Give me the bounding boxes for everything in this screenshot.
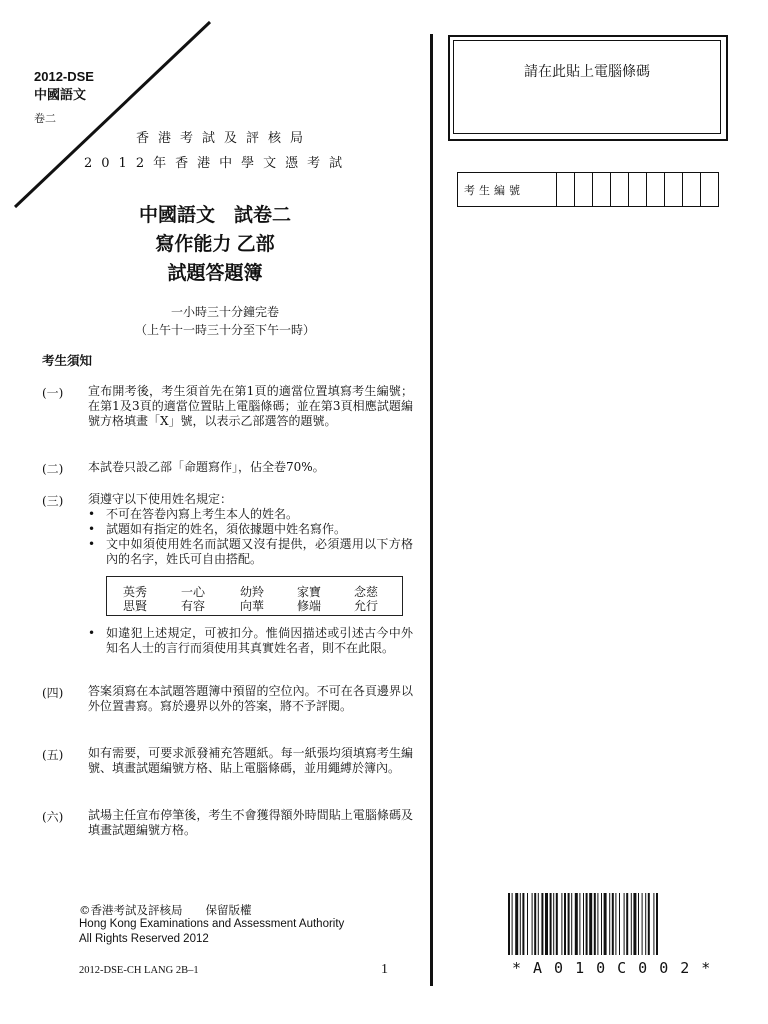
page-number: 1	[381, 962, 388, 977]
allowed-name: 向華	[240, 599, 265, 613]
allowed-name: 英秀	[123, 585, 148, 599]
subject-name: 中國語文	[34, 87, 87, 102]
allowed-name: 允行	[354, 599, 379, 613]
instruction-number: (二)	[42, 462, 64, 476]
footer-code: 2012-DSE-CH LANG 2B–1	[79, 965, 199, 976]
candidate-number-cell[interactable]	[700, 173, 719, 206]
barcode-sticker-area	[448, 35, 728, 141]
vertical-divider	[430, 34, 433, 986]
candidate-number-cell[interactable]	[610, 173, 629, 206]
barcode-sticker-label: 請在此貼上電腦條碼	[524, 64, 650, 80]
allowed-name: 家寶	[297, 585, 322, 599]
booklet-title: 試題答題簿	[167, 263, 263, 284]
allowed-names-box	[106, 576, 403, 616]
instruction-text: 試場主任宣布停筆後，考生不會獲得額外時間貼上電腦條碼及填畫試題編號方格。	[88, 808, 413, 837]
instruction-number: (六)	[42, 810, 64, 824]
instruction-text: 本試卷只設乙部「命題寫作」，佔全卷70%。	[88, 460, 325, 474]
bullet-icon: •	[88, 626, 96, 640]
instruction-number: (一)	[42, 386, 64, 400]
instructions-heading: 考生須知	[42, 353, 93, 368]
copyright-org: Hong Kong Examinations and Assessment Authority	[79, 918, 345, 930]
candidate-number-cell[interactable]	[664, 173, 683, 206]
bullet-icon: •	[88, 522, 96, 536]
exam-name: 2012年香港中學文憑考試	[84, 156, 352, 171]
name-rule-text: 如違犯上述規定，可被扣分。惟倘因描述或引述古今中外知名人士的言行而須使用其真實姓名者，則不在此限。	[106, 626, 413, 655]
paper-title: 中國語文 試卷二	[138, 205, 291, 226]
instruction-text: 如有需要，可要求派發補充答題紙。每一紙張均須填寫考生編號、填畫試題編號方格、貼上電腦條碼，並用繩縛於簿內。	[88, 746, 413, 775]
instruction-number: (三)	[42, 494, 64, 508]
allowed-name: 幼羚	[240, 585, 265, 599]
allowed-name: 思賢	[123, 599, 148, 613]
time-range-text: （上午十一時三十分至下午一時）	[134, 323, 315, 337]
name-rule-text: 試題如有指定的姓名，須依據題中姓名寫作。	[106, 522, 347, 536]
names-row	[107, 597, 402, 611]
candidate-number-label: 考生編號	[464, 184, 524, 197]
instruction-number: (四)	[42, 686, 64, 700]
instruction-text: 須遵守以下使用姓名規定：	[88, 492, 233, 506]
allowed-name: 念慈	[354, 585, 379, 599]
barcode-text: *A010C002*	[512, 959, 723, 977]
instruction-text: 答案須寫在本試題答題簿中預留的空位內。不可在各頁邊界以外位置書寫。寫於邊界以外的答案，將不予評閱。	[88, 684, 413, 713]
allowed-name: 修端	[297, 599, 322, 613]
instruction-text: 宣布開考後，考生須首先在第1頁的適當位置填寫考生編號；在第1及3頁的適當位置貼上電腦條碼；並在第3頁相應試題編號方格填畫「X」號，以表示乙部選答的題號。	[88, 384, 413, 428]
paper-number: 卷二	[34, 112, 56, 125]
candidate-number-cell[interactable]	[592, 173, 611, 206]
section-title: 寫作能力 乙部	[155, 234, 275, 255]
names-row	[107, 583, 402, 597]
instruction-number: (五)	[42, 748, 64, 762]
authority-name: 香港考試及評核局	[136, 131, 313, 146]
barcode-icon	[508, 893, 722, 955]
bullet-icon: •	[88, 537, 96, 551]
exam-code: 2012-DSE	[34, 69, 94, 84]
barcode-sticker-inner	[453, 40, 721, 134]
name-rule-text: 不可在答卷內寫上考生本人的姓名。	[106, 507, 299, 521]
bullet-icon: •	[88, 507, 96, 521]
candidate-number-cell[interactable]	[646, 173, 665, 206]
copyright-notice: ©香港考試及評核局 保留版權	[79, 903, 252, 917]
candidate-number-cell[interactable]	[574, 173, 593, 206]
duration-text: 一小時三十分鐘完卷	[170, 305, 279, 319]
allowed-name: 一心	[181, 585, 206, 599]
candidate-number-cell[interactable]	[628, 173, 647, 206]
candidate-number-cell[interactable]	[556, 173, 575, 206]
copyright-rights: All Rights Reserved 2012	[79, 933, 209, 945]
candidate-number-box	[457, 172, 719, 207]
allowed-name: 有容	[181, 599, 206, 613]
candidate-number-cell[interactable]	[682, 173, 701, 206]
name-rule-text: 文中如須使用姓名而試題又沒有提供，必須選用以下方格內的名字，姓氏可自由搭配。	[106, 537, 413, 566]
